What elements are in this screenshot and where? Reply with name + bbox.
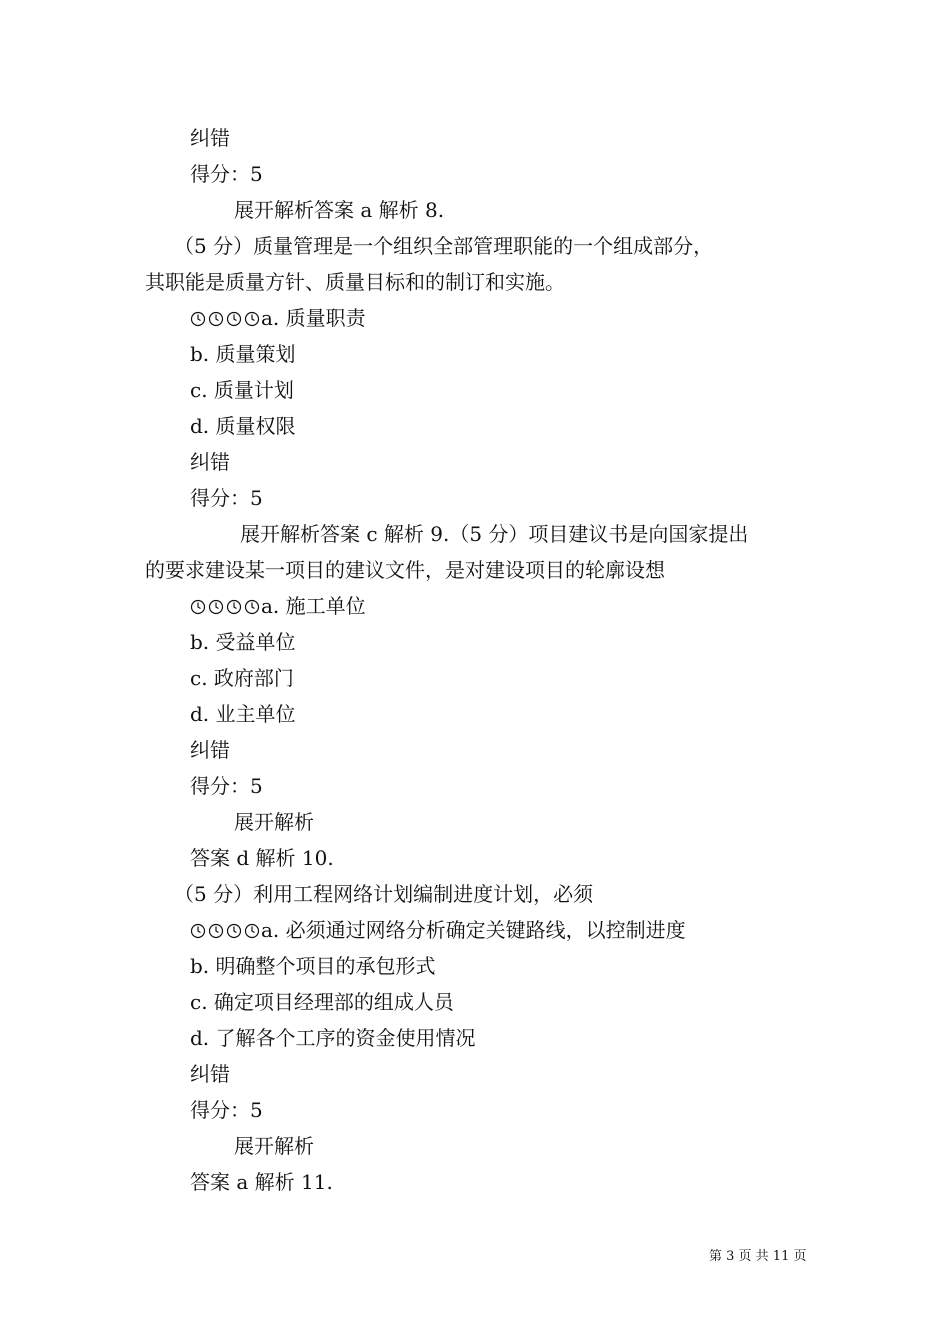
page-number: 第 3 页 共 11 页 [709,1249,807,1264]
score-text: 得分：5 [190,774,263,798]
radio-group[interactable] [190,311,260,327]
radio-button-icon[interactable] [226,311,242,327]
question-stem: （5 分）利用工程网络计划编制进度计划，必须 [174,882,594,906]
radio-button-icon[interactable] [190,923,206,939]
option-d[interactable]: d. 业主单位 [190,702,296,726]
expand-analysis-text: 展开解析答案 c 解析 9.（5 分）项目建议书是向国家提出 [240,522,749,546]
option-c[interactable]: c. 政府部门 [190,666,294,690]
radio-button-icon[interactable] [244,923,260,939]
option-label: a. 施工单位 [261,594,366,618]
option-b[interactable]: b. 受益单位 [190,630,296,654]
correction-link[interactable]: 纠错 [190,450,230,474]
score-text: 得分：5 [190,1098,263,1122]
radio-group[interactable] [190,923,260,939]
expand-analysis-text[interactable]: 展开解析 [234,810,314,834]
option-label: a. 必须通过网络分析确定关键路线，以控制进度 [261,918,686,942]
radio-button-icon[interactable] [190,599,206,615]
expand-analysis-text: 展开解析答案 a 解析 8. [234,198,445,222]
option-d[interactable]: d. 质量权限 [190,414,296,438]
option-a[interactable] [190,592,366,620]
answer-text: 答案 a 解析 11. [190,1170,333,1194]
radio-button-icon[interactable] [244,599,260,615]
question-stem: 的要求建设某一项目的建议文件，是对建设项目的轮廓设想 [145,558,665,582]
question-stem: 其职能是质量方针、质量目标和的制订和实施。 [145,270,565,294]
option-label: a. 质量职责 [261,306,366,330]
expand-analysis-text[interactable]: 展开解析 [234,1134,314,1158]
radio-button-icon[interactable] [226,599,242,615]
score-text: 得分：5 [190,162,263,186]
option-b[interactable]: b. 质量策划 [190,342,296,366]
correction-link[interactable]: 纠错 [190,738,230,762]
option-a[interactable] [190,304,366,332]
correction-link[interactable]: 纠错 [190,126,230,150]
radio-group[interactable] [190,599,260,615]
answer-text: 答案 d 解析 10. [190,846,334,870]
correction-link[interactable]: 纠错 [190,1062,230,1086]
option-d[interactable]: d. 了解各个工序的资金使用情况 [190,1026,476,1050]
radio-button-icon[interactable] [208,311,224,327]
score-text: 得分：5 [190,486,263,510]
radio-button-icon[interactable] [244,311,260,327]
option-c[interactable]: c. 确定项目经理部的组成人员 [190,990,454,1014]
option-c[interactable]: c. 质量计划 [190,378,294,402]
radio-button-icon[interactable] [226,923,242,939]
option-b[interactable]: b. 明确整个项目的承包形式 [190,954,436,978]
radio-button-icon[interactable] [208,923,224,939]
radio-button-icon[interactable] [190,311,206,327]
radio-button-icon[interactable] [208,599,224,615]
option-a[interactable] [190,916,686,944]
question-stem: （5 分）质量管理是一个组织全部管理职能的一个组成部分， [174,234,714,258]
